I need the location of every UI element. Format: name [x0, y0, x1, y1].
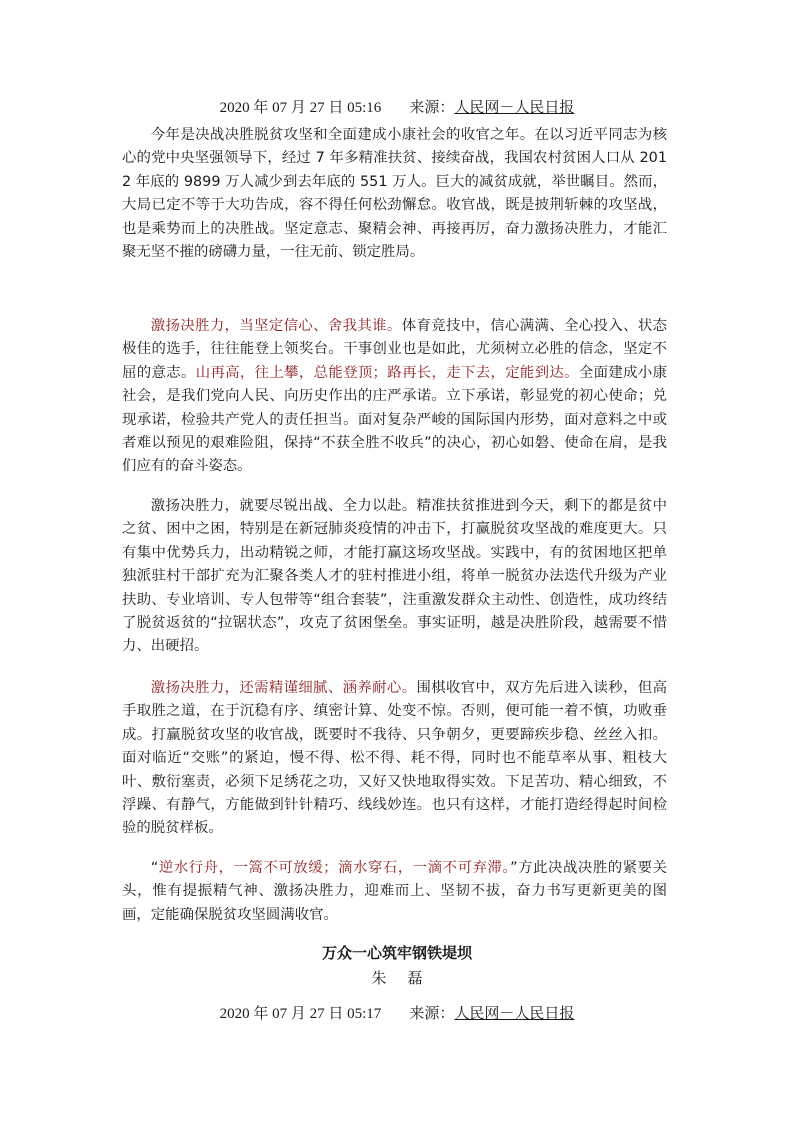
body-text: 激扬决胜力，就要尽锐出战、全力以赴。精准扶贫推进到今天，剩下的都是贫中之贫、困中之困，特别是在新冠肺炎疫情的冲击下，打赢脱贫攻坚战的难度更大。只有集中优势兵力，出动精锐之师，才能打赢这场攻坚战。实践中，有的贫困地区把单独派驻村干部扩充为汇聚各类人才的驻村推进小组，将单一脱贫办法迭代升级为产业扶助、专业培训、专人包带等“组合套装”，注重激发群众主动性、创造性，成功终结了脱贫返贫的“拉锯状态”，攻克了贫困堡垒。事实证明，越是决胜阶段，越需要不惜力、出硬招。 [122, 498, 667, 655]
body-text: 体育竞技中，信心满满、全心投入、状态极佳的选手，往往能登上领奖台。干事创业也是如此，尤须树立必胜的信念，坚定不屈的意志。 [122, 318, 667, 381]
body-text: 围棋收官中，双方先后进入读秒，但高手取胜之道，在于沉稳有序、缜密计算、处变不惊。否则，便可能一着不慎，功败垂成。打赢脱贫攻坚的收官战，既要时不我待、只争朝夕，更要蹄疾步稳、丝丝入扣。面对临近“交账”的紧迫，慢不得、松不得、耗不得，同时也不能草率从事、粗枝大叶、敷衍塞责，必须下足绣花之功，又好又快地取得实效。下足苦功、精心细致，不浮躁、有静气，方能做到针针精巧、线线妙连。也只有这样，才能打造经得起时间检验的脱贫样板。 [122, 680, 667, 837]
paragraph-2 [122, 315, 667, 479]
paragraph-3 [122, 495, 667, 659]
body-text: ”方此决战决胜的紧要关头，惟有提振精气神、激扬决胜力，迎难而上、坚韧不拔，奋力书写更新更美的图画，定能确保脱贫攻坚圆满收官。 [122, 860, 667, 923]
source-label: 来源： [409, 100, 455, 116]
source-label: 来源： [409, 1006, 455, 1022]
article-author: 朱磊 [371, 969, 444, 987]
body-text: 全面建成小康社会，是我们党向人民、向历史作出的庄严承诺。立下承诺，彰显党的初心使命；兑现承诺，检验共产党人的责任担当。面对复杂严峻的国际国内形势，面对意料之中或者难以预见的艰难险阻，保持“不获全胜不收兵”的决心，初心如磐、使命在肩，是我们应有的奋斗姿态。 [122, 364, 667, 475]
publish-date: 2020 年 07 月 27 日 05:17 [219, 1006, 382, 1022]
paragraph-5 [122, 857, 667, 927]
article-title: 万众一心筑牢钢铁堤坝 [321, 944, 472, 962]
paragraph-4 [122, 677, 667, 841]
article-meta-2 [0, 1004, 794, 1024]
article-meta [0, 98, 794, 118]
source-link[interactable]: 人民网－人民日报 [454, 100, 575, 116]
source-link[interactable]: 人民网－人民日报 [454, 1006, 575, 1022]
highlighted-text: 激扬决胜力，还需精谨细腻、涵养耐心。 [150, 680, 417, 696]
highlighted-text: 逆水行舟，一篙不可放缓；滴水穿石，一滴不可弃滞。 [158, 860, 511, 876]
highlighted-text: 山再高，往上攀，总能登顶；路再长，走下去，定能到达。 [195, 364, 579, 381]
body-text: 今年是决战决胜脱贫攻坚和全面建成小康社会的收官之年。在以习近平同志为核心的党中央坚强领导下，经过 7 年多精准扶贫、接续奋战，我国农村贫困人口从 2012 年底的 9899 万人减少到去年底的 551 万人。巨大的减贫成就，举世瞩目。然而，大局已定不等于大功告成，容不得任何松劲懈怠。收官战，既是披荆斩棘的攻坚战，也是乘势而上的决胜战。坚定意志、聚精会神、再接再厉，奋力激扬决胜力，才能汇聚无坚不摧的磅礴力量，一往无前、锁定胜局。 [122, 127, 667, 261]
paragraph-1 [122, 124, 667, 264]
highlighted-text: 激扬决胜力，当坚定信心、舍我其谁。 [150, 318, 402, 334]
body-text: “ [150, 860, 159, 876]
publish-date: 2020 年 07 月 27 日 05:16 [219, 100, 382, 116]
